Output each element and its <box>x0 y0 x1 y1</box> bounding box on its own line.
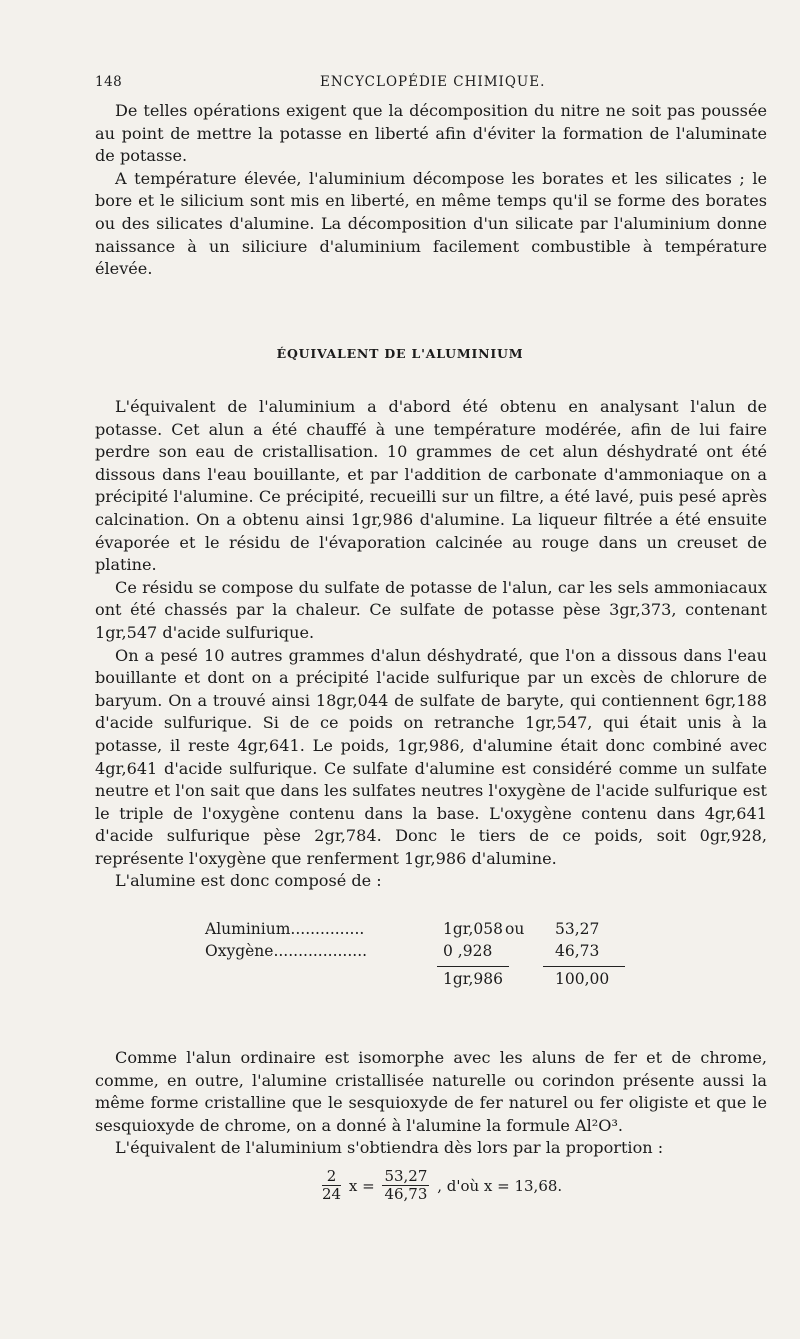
paragraph: A température élevée, l'aluminium décompose les borates et les silicates ; le bore et le silicium sont mis en liberté, en même temps qu'il se forme des borates ou des silicates d'alumine. La décomposition d'un silicate par l'aluminium donne naissance à un siliciure d'aluminium facilement combustible à température élevée. <box>95 168 767 279</box>
composition-total-row <box>205 968 645 990</box>
paragraph: L'alumine est donc composé de : <box>115 871 382 891</box>
running-title: ENCYCLOPÉDIE CHIMIQUE. <box>320 74 546 90</box>
percent-value: 53,27 <box>555 920 600 938</box>
mass-value: 0 ,928 <box>443 942 493 960</box>
paragraph: Comme l'alun ordinaire est isomorphe avec les aluns de fer et de chrome, comme, en outre, l'alumine cristallisée naturelle ou corindon présente aussi la même forme cristalline que le sesquioxyde de fer naturel ou fer oligiste et que le sesquioxyde de chrome, on a donné à l'alumine la formule Al²O³. <box>95 1048 767 1135</box>
right-numerator: 53,27 <box>384 1167 428 1185</box>
paragraph: Ce résidu se compose du sulfate de potasse de l'alun, car les sels ammoniacaux ont été chassés par la chaleur. Ce sulfate de potasse pèse 3gr,373, contenant 1gr,547 d'acide sulfurique. <box>95 577 767 642</box>
composition-row <box>205 940 645 962</box>
sum-rule <box>543 966 625 967</box>
intro-text <box>95 100 767 281</box>
element-label: Aluminium............... <box>205 920 365 938</box>
proportion-formula <box>322 1168 565 1203</box>
element-label: Oxygène................... <box>205 942 368 960</box>
formula-result: , d'où x = 13,68. <box>437 1176 563 1195</box>
composition-row <box>205 918 645 940</box>
separator-word: ou <box>505 920 525 938</box>
total-mass: 1gr,986 <box>443 970 504 988</box>
paragraph: L'équivalent de l'aluminium a d'abord été obtenu en analysant l'alun de potasse. Cet alun a été chauffé à une température modérée, afin de lui faire perdre son eau de cristallisation. 10 grammes de cet alun déshydraté ont été dissous dans l'eau bouillante, et par l'addition de carbonate d'ammoniaque on a précipité l'alumine. Ce précipité, recueilli sur un filtre, a été lavé, puis pesé après calcination. On a obtenu ainsi 1gr,986 d'alumine. La liqueur filtrée a été ensuite évaporée et le résidu de l'évaporation calcinée au rouge dans un creuset de platine. <box>95 397 767 575</box>
paragraph: On a pesé 10 autres grammes d'alun déshydraté, que l'on a dissous dans l'eau bouillante et dont on a précipité l'acide sulfurique par un excès de chlorure de baryum. On a trouvé ainsi 18gr,044 de sulfate de baryte, qui contiennent 6gr,188 d'acide sulfurique. Si de ce poids on retranche 1gr,547, qui était unis à la potasse, il reste 4gr,641. Le poids, 1gr,986, d'alumine était donc combiné avec 4gr,641 d'acide sulfurique. Ce sulfate d'alumine est considéré comme un sulfate neutre et l'on sait que dans les sulfates neutres l'oxygène de l'acide sulfurique est le triple de l'oxygène contenu dans la base. L'oxygène contenu dans 4gr,641 d'acide sulfurique pèse 2gr,784. Donc le tiers de ce poids, soit 0gr,928, représente l'oxygène que renferment 1gr,986 d'alumine. <box>95 645 767 868</box>
paragraph: L'équivalent de l'aluminium s'obtiendra dès lors par la proportion : <box>115 1138 664 1158</box>
left-denominator: 24 <box>322 1185 342 1203</box>
mass-value: 1gr,058 <box>443 920 504 938</box>
left-numerator: 2 <box>322 1168 341 1186</box>
page-number: 148 <box>95 74 123 90</box>
equivalent-text <box>95 396 767 893</box>
paragraph: De telles opérations exigent que la décomposition du nitre ne soit pas poussée au point de mettre la potasse en liberté afin d'éviter la formation de l'aluminate de potasse. <box>95 101 767 166</box>
left-fraction <box>322 1168 341 1203</box>
section-title: ÉQUIVALENT DE L'ALUMINIUM <box>276 346 524 361</box>
variable-x: x = <box>348 1176 375 1195</box>
sum-rule <box>437 966 509 967</box>
right-denominator: 46,73 <box>384 1185 428 1203</box>
total-percent: 100,00 <box>555 970 610 988</box>
right-fraction <box>382 1168 429 1203</box>
percent-value: 46,73 <box>555 942 600 960</box>
composition-table <box>205 918 645 988</box>
closing-text <box>95 1047 767 1160</box>
